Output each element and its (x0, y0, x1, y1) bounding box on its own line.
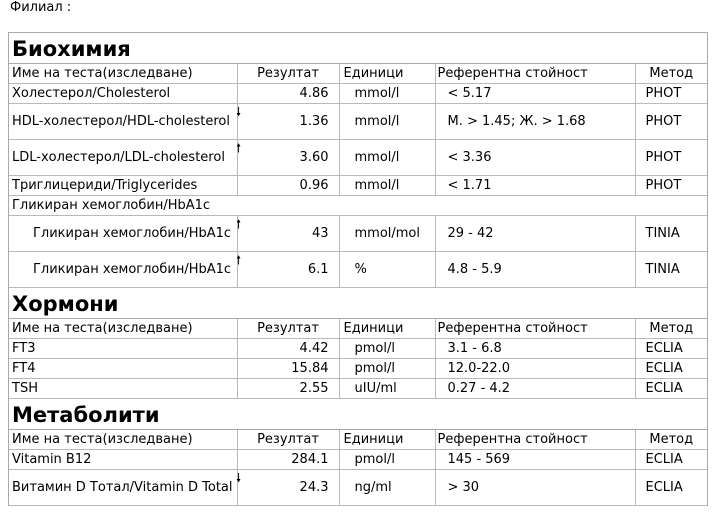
column-header-reference: Референтна стойност (435, 430, 635, 450)
test-result: 24.3 (237, 470, 339, 506)
test-name: LDL-холестерол/LDL-cholesterol (12, 150, 225, 165)
test-method: TINIA (635, 252, 707, 288)
table-row (9, 252, 707, 288)
test-method: PHOT (635, 140, 707, 176)
table-row (9, 339, 707, 359)
test-method: PHOT (635, 84, 707, 104)
column-header-result: Резултат (237, 430, 339, 450)
table-row (9, 450, 707, 470)
column-header-method: Метод (635, 430, 707, 450)
test-result: 2.55 (237, 379, 339, 399)
test-name: Витамин D Тотал/Vitamin D Total (12, 480, 233, 495)
test-result: 43 (237, 216, 339, 252)
test-name: Гликиран хемоглобин/HbA1c (33, 226, 232, 241)
test-name: HDL-холестерол/HDL-cholesterol (12, 114, 230, 129)
table-row (9, 104, 707, 140)
test-name: Vitamin B12 (9, 450, 237, 470)
test-method: PHOT (635, 104, 707, 140)
test-reference: 0.27 - 4.2 (435, 379, 635, 399)
test-result: 1.36 (237, 104, 339, 140)
column-header-units: Единици (339, 430, 435, 450)
column-header-result: Резултат (237, 64, 339, 84)
test-units: mmol/mol (339, 216, 435, 252)
table-header-row (9, 430, 707, 450)
test-units: pmol/l (339, 359, 435, 379)
test-units: mmol/l (339, 176, 435, 196)
test-units: mmol/l (339, 84, 435, 104)
test-reference: 4.8 - 5.9 (435, 252, 635, 288)
test-result: 284.1 (237, 450, 339, 470)
table-row (9, 379, 707, 399)
test-method: PHOT (635, 176, 707, 196)
hormones-table (9, 319, 707, 399)
test-name: TSH (9, 379, 237, 399)
test-result: 4.86 (237, 84, 339, 104)
column-header-units: Единици (339, 64, 435, 84)
test-units: ng/ml (339, 470, 435, 506)
column-header-method: Метод (635, 64, 707, 84)
test-units: mmol/l (339, 104, 435, 140)
table-row (9, 176, 707, 196)
test-method: TINIA (635, 216, 707, 252)
test-units: mmol/l (339, 140, 435, 176)
test-reference: < 5.17 (435, 84, 635, 104)
test-name: FT3 (9, 339, 237, 359)
test-result: 6.1 (237, 252, 339, 288)
test-result: 0.96 (237, 176, 339, 196)
test-reference: 3.1 - 6.8 (435, 339, 635, 359)
column-header-name: Име на теста(изследване) (9, 430, 237, 450)
section-title-metabolites: Метаболити (9, 399, 707, 430)
table-row (9, 359, 707, 379)
test-result: 4.42 (237, 339, 339, 359)
table-group-row (9, 196, 707, 216)
arrow-up-icon: 🠕 (236, 141, 242, 155)
table-row (9, 84, 707, 104)
column-header-name: Име на теста(изследване) (9, 64, 237, 84)
test-units: % (339, 252, 435, 288)
test-reference: < 3.36 (435, 140, 635, 176)
table-row (9, 216, 707, 252)
column-header-reference: Референтна стойност (435, 64, 635, 84)
test-method: ECLIA (635, 339, 707, 359)
table-row (9, 140, 707, 176)
test-method: ECLIA (635, 359, 707, 379)
column-header-units: Единици (339, 319, 435, 339)
test-units: pmol/l (339, 339, 435, 359)
section-title-hormones: Хормони (9, 288, 707, 319)
arrow-down-icon: 🠗 (236, 471, 242, 485)
test-name: Холестерол/Cholesterol (9, 84, 237, 104)
test-method: ECLIA (635, 450, 707, 470)
column-header-result: Резултат (237, 319, 339, 339)
test-reference: > 30 (435, 470, 635, 506)
column-header-name: Име на теста(изследване) (9, 319, 237, 339)
test-method: ECLIA (635, 379, 707, 399)
test-reference: M. > 1.45; Ж. > 1.68 (435, 104, 635, 140)
test-reference: < 1.71 (435, 176, 635, 196)
test-result: 3.60 (237, 140, 339, 176)
table-row (9, 470, 707, 506)
test-name: Гликиран хемоглобин/HbA1c (33, 262, 232, 277)
table-header-row (9, 64, 707, 84)
arrow-up-icon: 🠕 (236, 217, 242, 231)
test-result: 15.84 (237, 359, 339, 379)
test-reference: 29 - 42 (435, 216, 635, 252)
column-header-method: Метод (635, 319, 707, 339)
metabolites-table (9, 430, 707, 506)
test-units: uIU/ml (339, 379, 435, 399)
test-method: ECLIA (635, 470, 707, 506)
test-name: Триглицериди/Triglycerides (9, 176, 237, 196)
arrow-up-icon: 🠕 (236, 253, 242, 267)
column-header-reference: Референтна стойност (435, 319, 635, 339)
lab-report (8, 32, 708, 506)
test-units: pmol/l (339, 450, 435, 470)
test-reference: 145 - 569 (435, 450, 635, 470)
branch-label: Филиал : (10, 0, 72, 15)
table-header-row (9, 319, 707, 339)
test-name: FT4 (9, 359, 237, 379)
test-reference: 12.0-22.0 (435, 359, 635, 379)
section-title-biochemistry: Биохимия (9, 33, 707, 64)
biochemistry-table (9, 64, 707, 288)
test-group-name: Гликиран хемоглобин/HbA1c (9, 196, 707, 216)
arrow-down-icon: 🠗 (236, 105, 242, 119)
